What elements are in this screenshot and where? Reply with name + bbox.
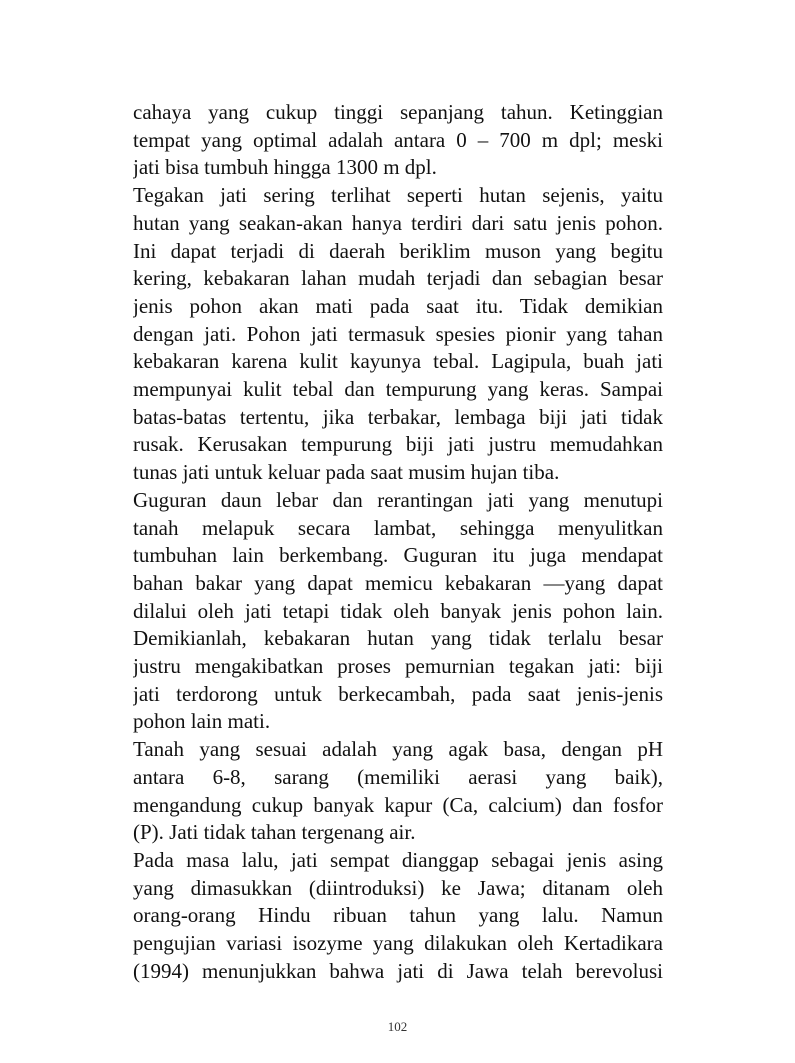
text-line: mengandung cukup banyak kapur (Ca, calcium) dan fosfor [133,792,663,817]
paragraph [133,736,663,847]
body-text [133,99,663,986]
text-line: yang dimasukkan (diintroduksi) ke Jawa; ditanam oleh [133,875,663,900]
text-line: batas-batas tertentu, jika terbakar, lembaga biji jati tidak [133,404,663,429]
text-line: pengujian variasi isozyme yang dilakukan oleh Kertadikara [133,931,663,956]
paragraph [133,847,663,986]
text-line: jenis pohon akan mati pada saat itu. Tidak demikian [133,293,663,318]
text-line: tunas jati untuk keluar pada saat musim hujan tiba. [133,460,560,485]
text-line: justru mengakibatkan proses pemurnian tegakan jati: biji [133,654,663,679]
text-line: kebakaran karena kulit kayunya tebal. Lagipula, buah jati [133,349,663,374]
text-line: orang-orang Hindu ribuan tahun yang lalu. Namun [133,903,663,928]
text-line: hutan yang seakan-akan hanya terdiri dari satu jenis pohon. [133,210,663,235]
text-line: cahaya yang cukup tinggi sepanjang tahun. Ketinggian [133,100,663,124]
text-line: dengan jati. Pohon jati termasuk spesies pionir yang tahan [133,321,663,346]
paragraph [133,487,663,736]
text-line: jati bisa tumbuh hingga 1300 m dpl. [133,155,437,180]
text-line: bahan bakar yang dapat memicu kebakaran —yang dapat [133,570,663,595]
text-line: Tanah yang sesuai adalah yang agak basa, dengan pH [133,737,663,762]
text-line: tempat yang optimal adalah antara 0 – 700 m dpl; meski [133,127,663,152]
paragraph [133,99,663,182]
text-line: Guguran daun lebar dan rerantingan jati yang menutupi [133,487,663,512]
text-line: antara 6-8, sarang (memiliki aerasi yang baik), [133,764,663,789]
text-line: jati terdorong untuk berkecambah, pada saat jenis-jenis [133,681,663,706]
text-line: mempunyai kulit tebal dan tempurung yang keras. Sampai [133,377,663,402]
text-line: Demikianlah, kebakaran hutan yang tidak terlalu besar [133,626,663,651]
text-line: tanah melapuk secara lambat, sehingga menyulitkan [133,515,663,540]
text-line: (P). Jati tidak tahan tergenang air. [133,820,416,845]
text-line: Tegakan jati sering terlihat seperti hutan sejenis, yaitu [133,183,663,208]
text-line: Ini dapat terjadi di daerah beriklim muson yang begitu [133,238,663,263]
text-line: kering, kebakaran lahan mudah terjadi dan sebagian besar [133,266,663,291]
text-line: tumbuhan lain berkembang. Guguran itu juga mendapat [133,543,663,568]
text-line: (1994) menunjukkan bahwa jati di Jawa telah berevolusi [133,958,663,983]
paragraph [133,182,663,487]
text-line: dilalui oleh jati tetapi tidak oleh banyak jenis pohon lain. [133,598,663,623]
text-line: Pada masa lalu, jati sempat dianggap sebagai jenis asing [133,847,663,872]
text-line: pohon lain mati. [133,709,271,734]
page-number: 102 [387,1019,408,1034]
text-line: rusak. Kerusakan tempurung biji jati justru memudahkan [133,432,663,457]
